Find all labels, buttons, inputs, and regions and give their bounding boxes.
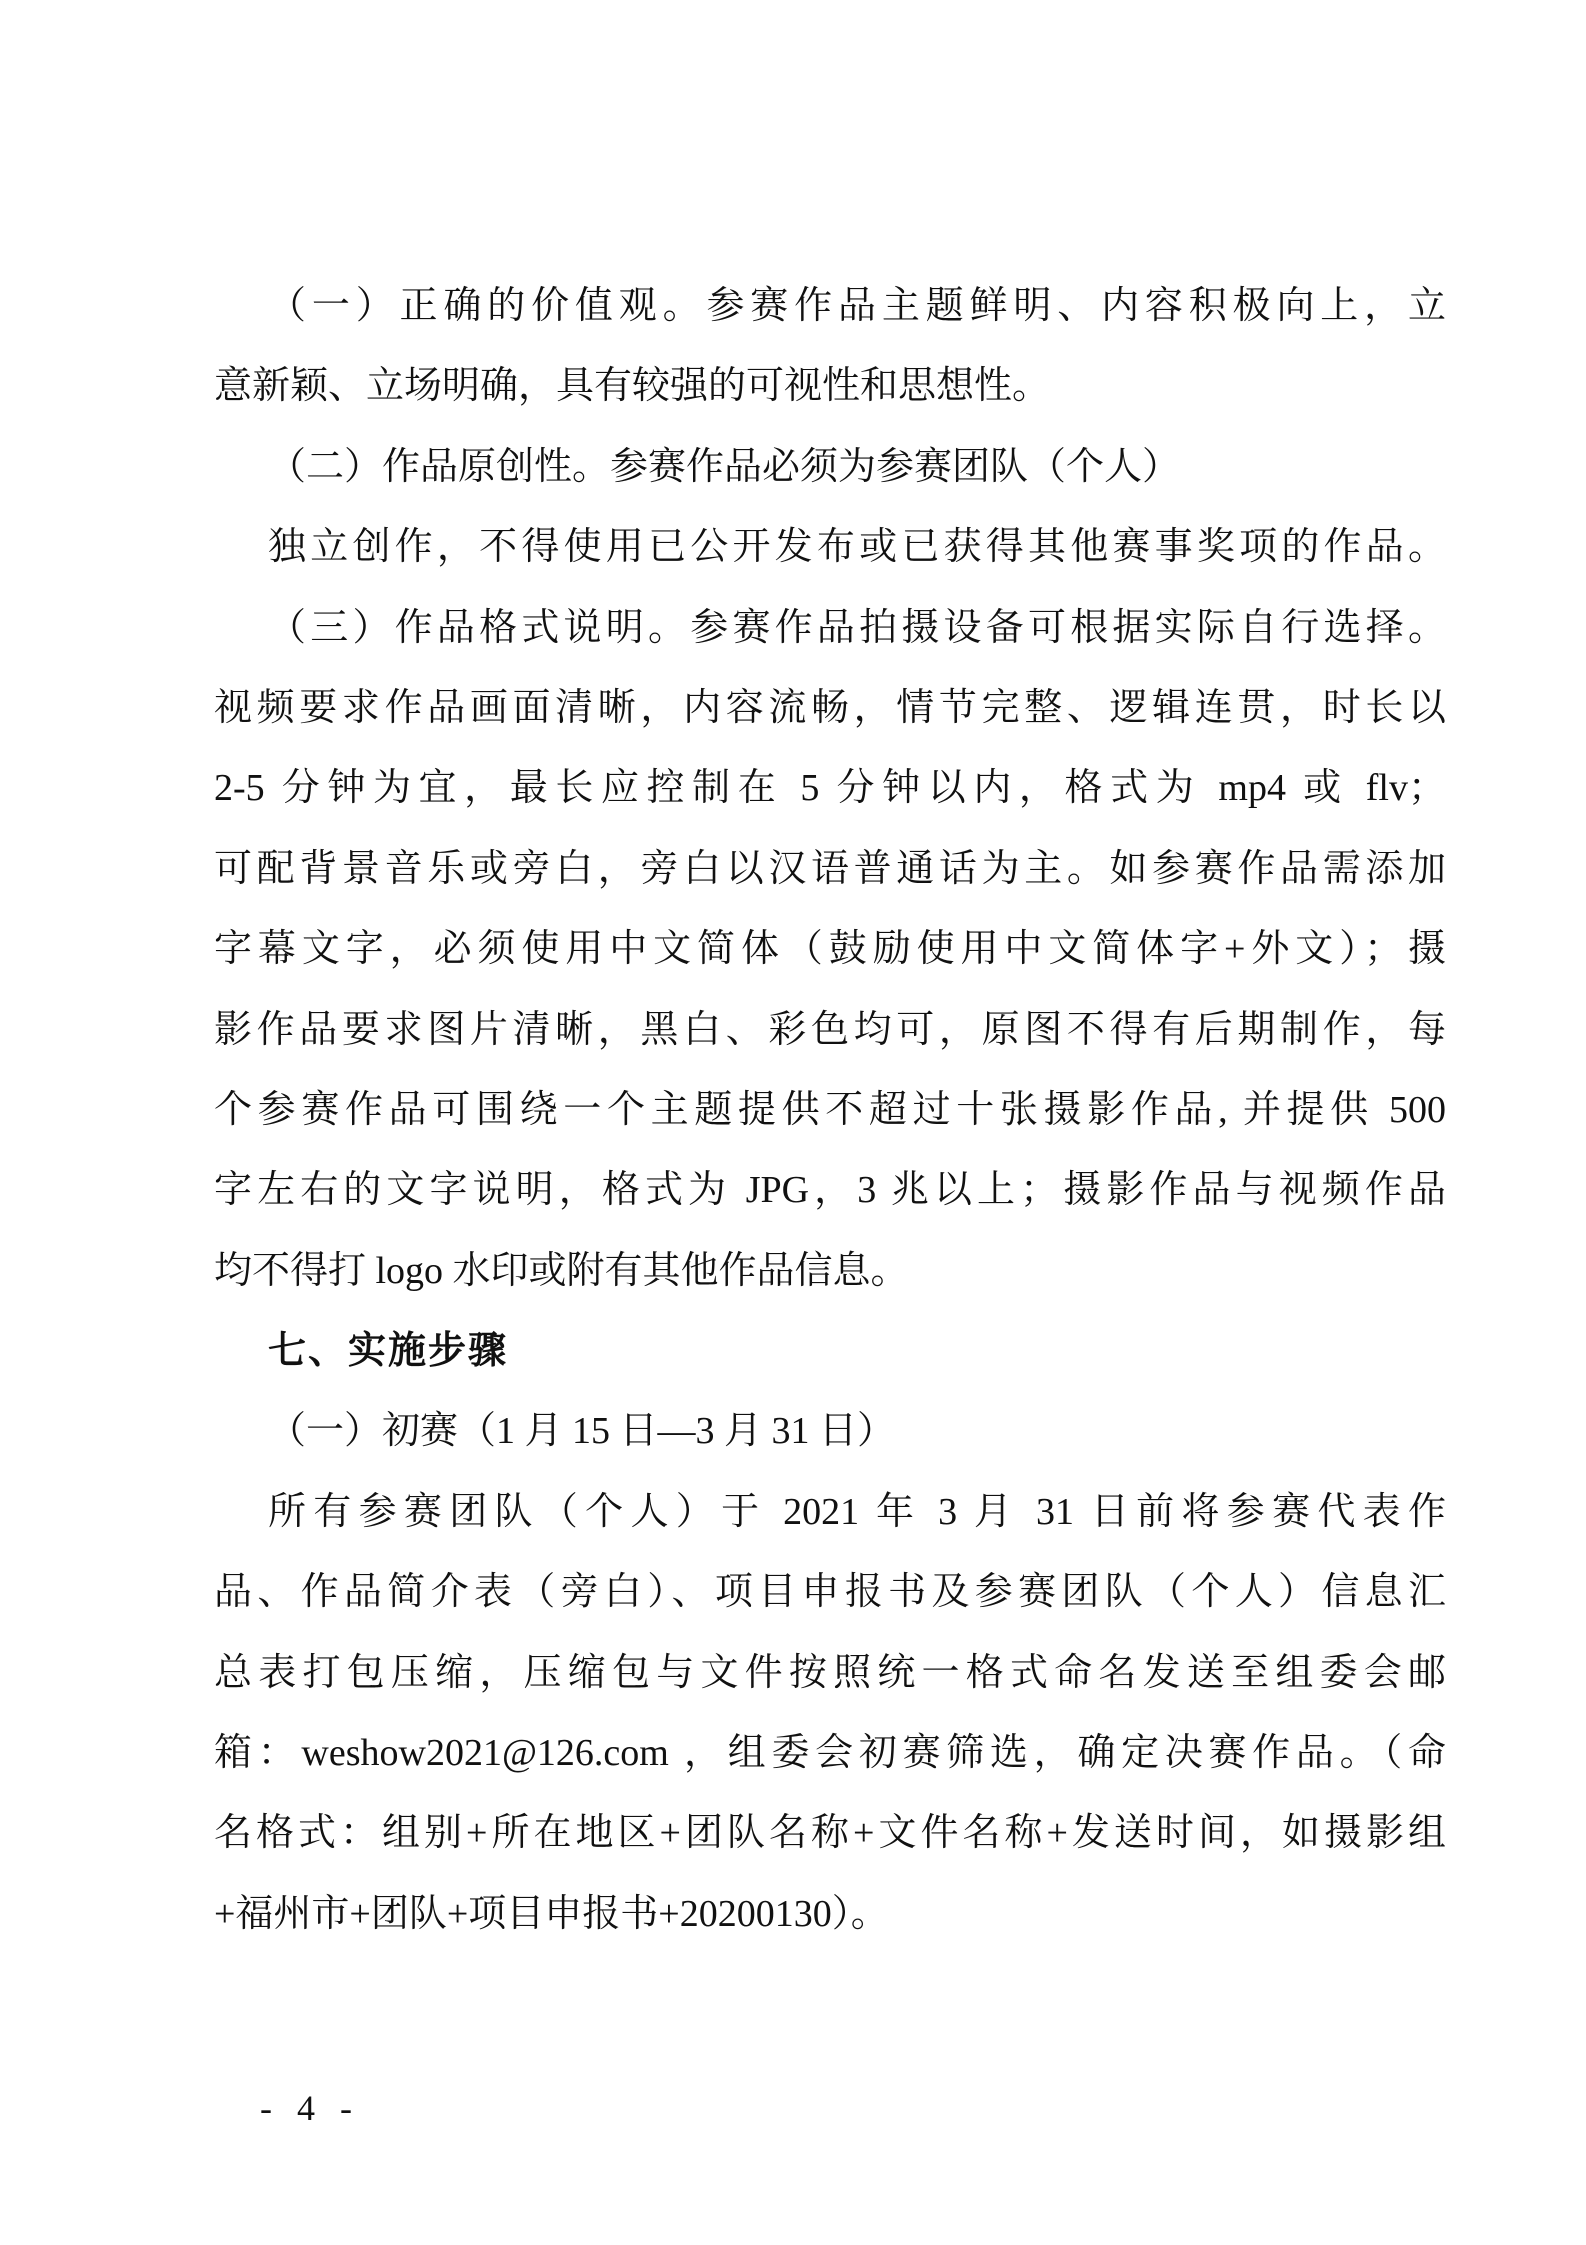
text-line: （一）初赛（1 月 15 日—3 月 31 日） (268, 1410, 896, 1453)
text-line: 2-5 分钟为宜，最长应控制在 5 分钟以内，格式为 mp4 或 flv； (214, 767, 1446, 810)
text-line: 个参赛作品可围绕一个主题提供不超过十张摄影作品, 并提供 500 (214, 1088, 1446, 1131)
text-line: 总表打包压缩，压缩包与文件按照统一格式命名发送至组委会邮 (214, 1651, 1446, 1694)
text-line: 可配背景音乐或旁白，旁白以汉语普通话为主。如参赛作品需添加 (214, 847, 1446, 890)
text-line: 所有参赛团队（个人）于 2021 年 3 月 31 日前将参赛代表作 (268, 1490, 1446, 1533)
text-line: 箱：weshow2021@126.com ，组委会初赛筛选，确定决赛作品。（命 (214, 1732, 1446, 1775)
text-line: 影作品要求图片清晰，黑白、彩色均可，原图不得有后期制作，每 (214, 1008, 1446, 1051)
text-line: 字左右的文字说明，格式为 JPG，3 兆以上；摄影作品与视频作品 (214, 1169, 1446, 1212)
text-line: +福州市+团队+项目申报书+20200130）。 (214, 1892, 889, 1935)
page-number: - 4 - (260, 2088, 358, 2128)
section-heading: 七、实施步骤 (268, 1330, 509, 1373)
text-line: 均不得打 logo 水印或附有其他作品信息。 (214, 1249, 909, 1292)
text-line: （三）作品格式说明。参赛作品拍摄设备可根据实际自行选择。 (268, 606, 1446, 649)
document-body (214, 266, 1446, 1954)
text-line: 独立创作，不得使用已公开发布或已获得其他赛事奖项的作品。 (268, 526, 1446, 569)
text-line: 字幕文字，必须使用中文简体（鼓励使用中文简体字+外文）；摄 (214, 928, 1446, 971)
text-line: 视频要求作品画面清晰，内容流畅，情节完整、逻辑连贯，时长以 (214, 686, 1446, 729)
text-line: 品、作品简介表（旁白）、项目申报书及参赛团队（个人）信息汇 (214, 1571, 1446, 1614)
text-line: （一）正确的价值观。参赛作品主题鲜明、内容积极向上，立 (268, 285, 1446, 327)
text-line: （二）作品原创性。参赛作品必须为参赛团队（个人） (268, 445, 1181, 488)
text-line: 名格式：组别+所在地区+团队名称+文件名称+发送时间，如摄影组 (214, 1812, 1446, 1855)
text-line: 意新颖、立场明确，具有较强的可视性和思想性。 (214, 365, 1051, 408)
